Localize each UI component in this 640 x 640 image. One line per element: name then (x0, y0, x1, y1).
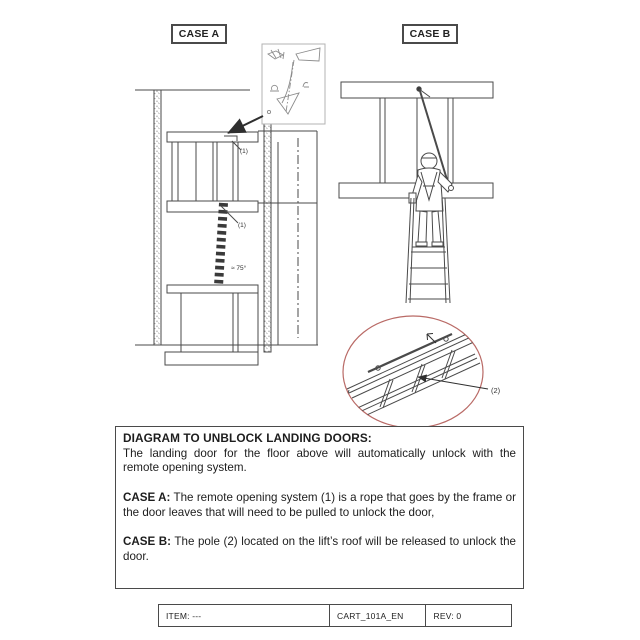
ref-2-label: (2) (491, 386, 501, 395)
ref-1-label-upper: (1) (240, 148, 248, 155)
lock-detail-inset (228, 44, 325, 133)
case-a-description-text: The remote opening system (1) is a rope that goes by the frame or the door leaves that will need to be pulled to unlock the door, (123, 491, 516, 519)
title-block-code: CART_101A_EN (330, 605, 426, 626)
roof-detail-callout (340, 316, 488, 428)
case-a-description-label: CASE A: (123, 491, 171, 505)
explanation-box (115, 426, 524, 589)
case-b-description-label: CASE B: (123, 535, 172, 549)
rope-angle-label: ≈ 75° (231, 265, 247, 272)
ref-1-label-lower: (1) (238, 222, 246, 229)
title-block-rev: REV: 0 (433, 610, 462, 621)
case-b-drawing (339, 82, 493, 303)
title-block (158, 604, 512, 627)
stepladder (406, 198, 450, 303)
case-b-description (123, 535, 516, 564)
case-b-label: CASE B (409, 28, 451, 40)
title-block-item: ITEM: --- (159, 605, 330, 626)
case-a-drawing (135, 90, 318, 365)
case-a-description (123, 491, 516, 520)
case-b-description-text: The pole (2) located on the lift’s roof will be released to unlock the door. (123, 535, 517, 563)
explanation-title: DIAGRAM TO UNBLOCK LANDING DOORS: (123, 431, 372, 445)
case-a-label: CASE A (178, 28, 220, 40)
explanation-intro: The landing door for the floor above will automatically unlock with the remote opening system. (123, 446, 516, 475)
